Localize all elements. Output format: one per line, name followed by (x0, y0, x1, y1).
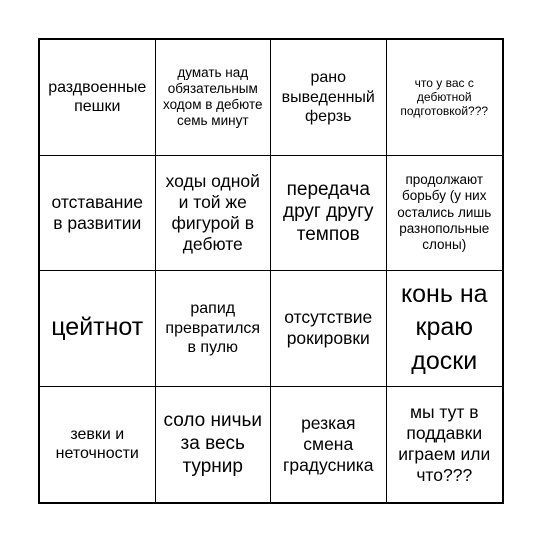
bingo-cell[interactable] (156, 156, 272, 272)
cell-label: продолжают борьбу (у них остались лишь разнопольные слоны) (397, 172, 492, 253)
cell-label: раздвоенные пешки (48, 79, 147, 116)
bingo-cell[interactable] (156, 40, 272, 156)
bingo-cell[interactable] (387, 156, 503, 272)
bingo-cell[interactable] (271, 387, 387, 503)
bingo-cell[interactable] (271, 40, 387, 156)
bingo-cell[interactable] (156, 271, 272, 387)
bingo-cell[interactable] (40, 40, 156, 156)
cell-label: мы тут в поддавки играем или что??? (398, 402, 491, 486)
bingo-cell[interactable] (40, 156, 156, 272)
bingo-cell[interactable] (387, 387, 503, 503)
bingo-cell[interactable] (40, 271, 156, 387)
bingo-cell[interactable] (40, 387, 156, 503)
cell-label: ходы одной и той же фигурой в дебюте (165, 170, 260, 254)
cell-label: конь на краю доски (400, 279, 488, 376)
cell-label: отставание в развитии (51, 191, 143, 233)
bingo-cell[interactable] (271, 271, 387, 387)
cell-label: цейтнот (51, 313, 144, 342)
bingo-cell[interactable] (387, 271, 503, 387)
cell-label: рапид превратился в пулю (165, 300, 261, 356)
cell-label: отсутствие рокировки (284, 307, 373, 349)
cell-label: резкая смена градусника (282, 412, 374, 475)
bingo-cell[interactable] (387, 40, 503, 156)
bingo-cell[interactable] (271, 156, 387, 272)
cell-label: соло ничьи за весь турнир (163, 410, 263, 477)
cell-label: зевки и неточности (55, 426, 139, 463)
bingo-board (38, 38, 504, 504)
cell-label: рано выведенный ферзь (281, 69, 375, 125)
cell-label: думать над обязательным ходом в дебюте семь минут (163, 64, 263, 129)
cell-label: что у вас с дебютной подготовкой??? (400, 75, 489, 119)
bingo-cell[interactable] (156, 387, 272, 503)
cell-label: передача друг другу темпов (282, 178, 374, 246)
